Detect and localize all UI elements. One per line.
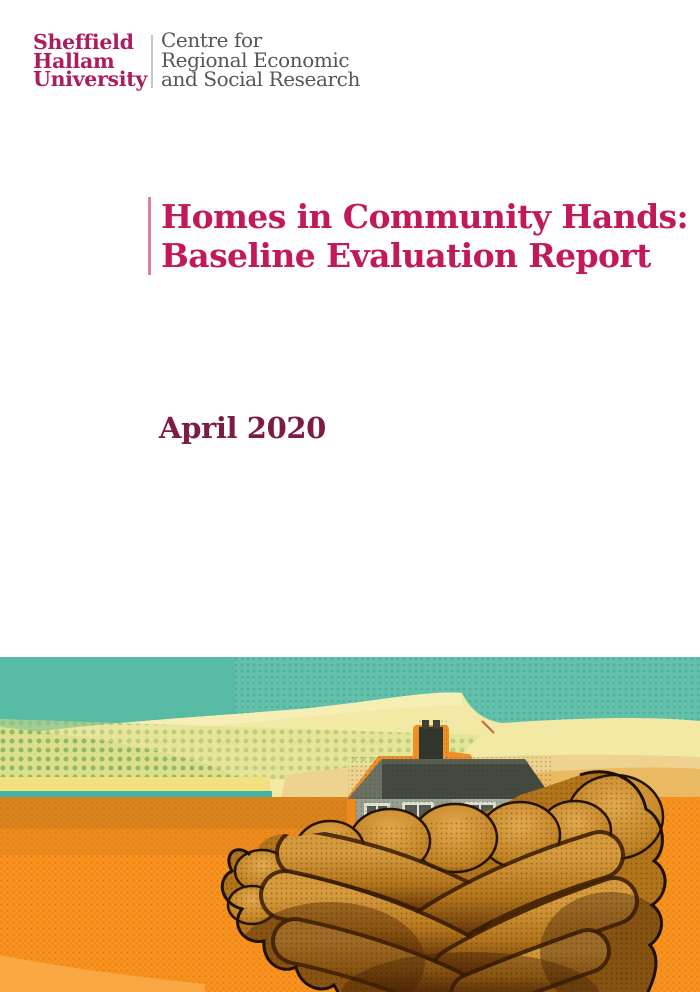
logo-line-1: Sheffield — [33, 30, 134, 54]
centre-line-3: and Social Research — [161, 67, 360, 91]
cover-illustration — [0, 657, 700, 992]
logo-line-3: University — [33, 67, 148, 91]
title-line-1: Homes in Community Hands: — [161, 197, 689, 236]
report-title — [148, 197, 688, 275]
logo-divider — [151, 35, 153, 88]
centre-name — [161, 28, 360, 91]
sheffield-hallam-logo — [33, 30, 148, 91]
title-line-2: Baseline Evaluation Report — [161, 236, 651, 275]
report-date: April 2020 — [159, 411, 326, 445]
logo-line-2: Hallam — [33, 48, 115, 73]
centre-line-1: Centre for — [161, 28, 262, 52]
centre-line-2: Regional Economic — [161, 47, 350, 72]
